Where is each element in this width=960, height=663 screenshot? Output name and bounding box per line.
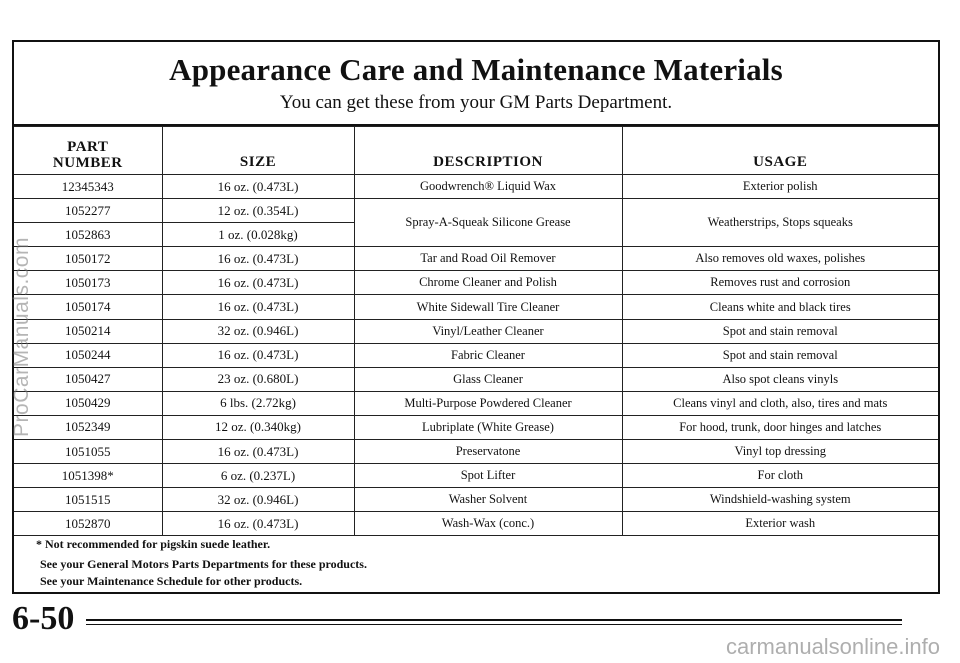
- part-number-cell: 1051398*: [14, 464, 162, 488]
- usage-cell: Weatherstrips, Stops squeaks: [622, 199, 938, 247]
- description-cell: Wash-Wax (conc.): [354, 512, 622, 536]
- side-watermark: ProCarManuals.com: [10, 237, 33, 437]
- column-header-description: DESCRIPTION: [354, 127, 622, 175]
- size-cell: 32 oz. (0.946L): [162, 488, 354, 512]
- table-row: [14, 175, 938, 199]
- description-cell: Vinyl/Leather Cleaner: [354, 319, 622, 343]
- usage-cell: Exterior wash: [622, 512, 938, 536]
- materials-panel: [12, 40, 940, 594]
- description-cell: Lubriplate (White Grease): [354, 415, 622, 439]
- description-cell: Fabric Cleaner: [354, 343, 622, 367]
- usage-cell: Also spot cleans vinyls: [622, 367, 938, 391]
- description-cell: Washer Solvent: [354, 488, 622, 512]
- description-cell: Chrome Cleaner and Polish: [354, 271, 622, 295]
- table-row: [14, 271, 938, 295]
- description-cell: Preservatone: [354, 440, 622, 464]
- footnote-text: * Not recommended for pigskin suede leather.: [36, 537, 271, 551]
- usage-cell: Removes rust and corrosion: [622, 271, 938, 295]
- part-number-cell: 1050172: [14, 247, 162, 271]
- table-row: [14, 295, 938, 319]
- usage-cell: Vinyl top dressing: [622, 440, 938, 464]
- size-cell: 16 oz. (0.473L): [162, 343, 354, 367]
- table-row: [14, 391, 938, 415]
- table-row: [14, 247, 938, 271]
- size-cell: 16 oz. (0.473L): [162, 175, 354, 199]
- table-notes: [36, 536, 367, 590]
- usage-cell: Exterior polish: [622, 175, 938, 199]
- usage-cell: Also removes old waxes, polishes: [622, 247, 938, 271]
- table-row: [14, 488, 938, 512]
- bottom-watermark: carmanualsonline.info: [725, 634, 940, 659]
- table-row: [14, 464, 938, 488]
- materials-table: [14, 126, 938, 536]
- usage-cell: Cleans white and black tires: [622, 295, 938, 319]
- usage-cell: Spot and stain removal: [622, 343, 938, 367]
- table-row: [14, 415, 938, 439]
- description-cell: Spray-A-Squeak Silicone Grease: [354, 199, 622, 247]
- description-cell: White Sidewall Tire Cleaner: [354, 295, 622, 319]
- usage-cell: Cleans vinyl and cloth, also, tires and mats: [622, 391, 938, 415]
- part-number-cell: 1050244: [14, 343, 162, 367]
- size-cell: 23 oz. (0.680L): [162, 367, 354, 391]
- page-title: Appearance Care and Maintenance Materials: [169, 52, 783, 87]
- part-number-cell: 1051515: [14, 488, 162, 512]
- size-cell: 12 oz. (0.354L): [162, 199, 354, 223]
- page-subtitle: You can get these from your GM Parts Department.: [279, 92, 673, 113]
- column-header-label: PART NUMBER: [52, 139, 123, 171]
- table-row: [14, 319, 938, 343]
- table-row: [14, 343, 938, 367]
- part-number-cell: 1050429: [14, 391, 162, 415]
- size-cell: 6 lbs. (2.72kg): [162, 391, 354, 415]
- column-header-size: SIZE: [162, 127, 354, 175]
- usage-cell: For cloth: [622, 464, 938, 488]
- table-row: [14, 440, 938, 464]
- part-number-cell: 1050173: [14, 271, 162, 295]
- description-cell: Tar and Road Oil Remover: [354, 247, 622, 271]
- part-number-cell: 1051055: [14, 440, 162, 464]
- note-parts-department: See your General Motors Parts Departments for these products.: [40, 557, 367, 571]
- usage-cell: Spot and stain removal: [622, 319, 938, 343]
- table-row: [14, 512, 938, 536]
- part-number-cell: 1052349: [14, 415, 162, 439]
- size-cell: 12 oz. (0.340kg): [162, 415, 354, 439]
- table-row: [14, 199, 938, 223]
- description-cell: Spot Lifter: [354, 464, 622, 488]
- size-cell: 1 oz. (0.028kg): [162, 223, 354, 247]
- part-number-cell: 1052277: [14, 199, 162, 223]
- part-number-cell: 12345343: [14, 175, 162, 199]
- footer-rule-thin: [86, 624, 902, 625]
- size-cell: 32 oz. (0.946L): [162, 319, 354, 343]
- size-cell: 16 oz. (0.473L): [162, 295, 354, 319]
- description-cell: Goodwrench® Liquid Wax: [354, 175, 622, 199]
- part-number-cell: 1052863: [14, 223, 162, 247]
- description-cell: Glass Cleaner: [354, 367, 622, 391]
- size-cell: 16 oz. (0.473L): [162, 512, 354, 536]
- table-header-row: [14, 127, 938, 175]
- column-header-part-number: [14, 127, 162, 175]
- description-cell: Multi-Purpose Powdered Cleaner: [354, 391, 622, 415]
- page-number: 6-50: [12, 600, 75, 637]
- note-maintenance-schedule: See your Maintenance Schedule for other products.: [40, 574, 303, 588]
- usage-cell: Windshield-washing system: [622, 488, 938, 512]
- part-number-cell: 1050214: [14, 319, 162, 343]
- table-row: [14, 367, 938, 391]
- footer-rule: [86, 619, 902, 621]
- part-number-cell: 1050427: [14, 367, 162, 391]
- size-cell: 16 oz. (0.473L): [162, 247, 354, 271]
- size-cell: 6 oz. (0.237L): [162, 464, 354, 488]
- size-cell: 16 oz. (0.473L): [162, 271, 354, 295]
- part-number-cell: 1050174: [14, 295, 162, 319]
- column-header-usage: USAGE: [622, 127, 938, 175]
- size-cell: 16 oz. (0.473L): [162, 440, 354, 464]
- part-number-cell: 1052870: [14, 512, 162, 536]
- usage-cell: For hood, trunk, door hinges and latches: [622, 415, 938, 439]
